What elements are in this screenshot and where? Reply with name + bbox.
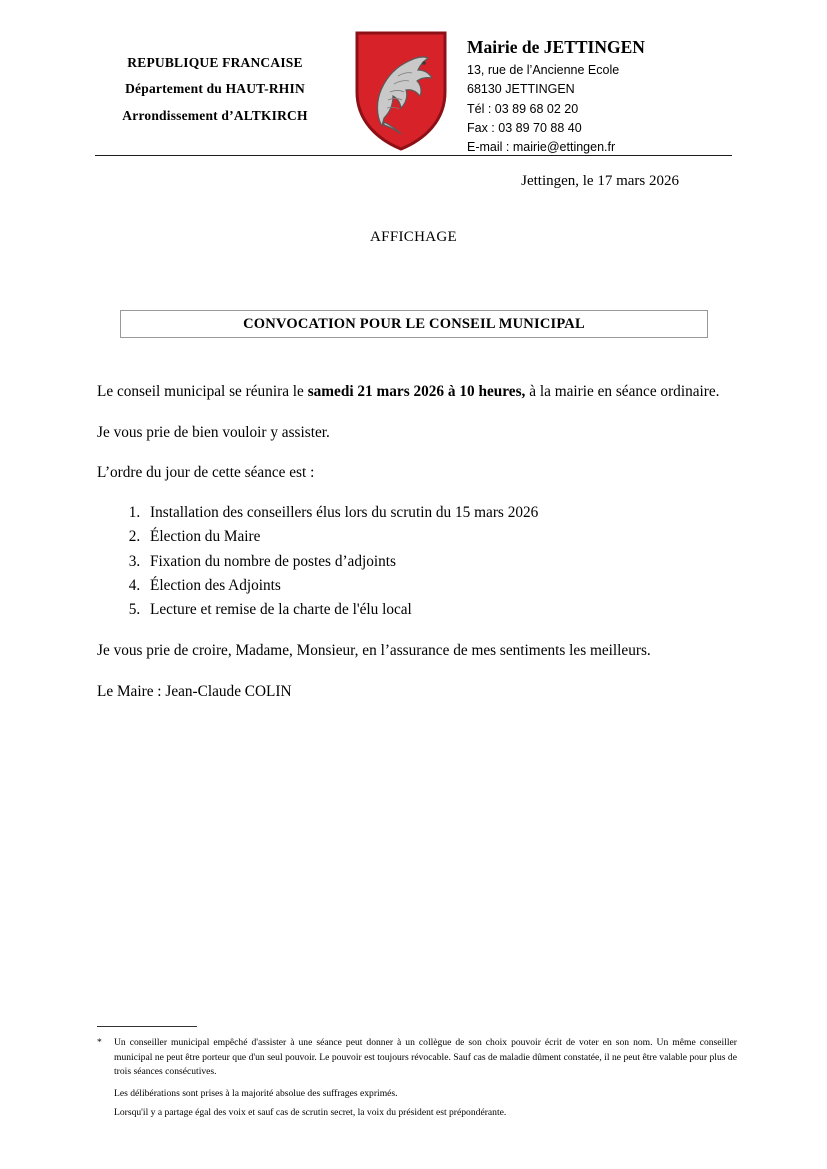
mairie-phone: Tél : 03 89 68 02 20	[467, 101, 579, 116]
intro-text-after: à la mairie en séance ordinaire.	[525, 383, 720, 400]
mairie-city: 68130 JETTINGEN	[467, 82, 575, 97]
letterhead-right-block	[467, 28, 732, 158]
footnote-mark: *	[97, 1037, 102, 1048]
coat-of-arms-icon	[351, 28, 451, 152]
arrondissement-line: Arrondissement d’ALTKIRCH	[122, 107, 308, 123]
page-title: CONVOCATION POUR LE CONSEIL MUNICIPAL	[243, 315, 585, 332]
signature-line: Le Maire : Jean-Claude COLIN	[97, 683, 292, 701]
mairie-name: Mairie de JETTINGEN	[467, 37, 645, 57]
footnote-main-text: Un conseiller municipal empêché d'assister à une séance peut donner à un collègue de son choix pouvoir écrit de voter en son nom. Un même conseiller municipal ne peut être porteur que d'un seul pouvoir. Le pouvoir est toujours révocable. Sauf cas de maladie dûment constatée, il ne peut être valable pour plus de trois séances consécutives.	[114, 1037, 737, 1078]
document-body	[97, 381, 732, 722]
list-item: 2. Élection du Maire	[144, 525, 732, 548]
footnotes	[97, 1036, 737, 1126]
republic-line: REPUBLIQUE FRANCAISE	[127, 55, 303, 70]
header-divider	[95, 155, 732, 156]
mairie-address: 13, rue de l’Ancienne Ecole	[467, 62, 620, 77]
department-line: Département du HAUT-RHIN	[125, 81, 305, 97]
mairie-email: E-mail : mairie@ettingen.fr	[467, 140, 616, 155]
agenda-lead: L’ordre du jour de cette séance est :	[97, 464, 315, 482]
agenda-list	[97, 501, 732, 621]
date-line: Jettingen, le 17 mars 2026	[521, 173, 679, 189]
letterhead	[95, 28, 732, 156]
list-item: 4. Élection des Adjoints	[144, 574, 732, 597]
title-box	[120, 310, 708, 338]
footnote-third-text: Lorsqu'il y a partage égal des voix et sauf cas de scrutin secret, la voix du président est prépondérante.	[114, 1107, 507, 1119]
mairie-fax: Fax : 03 89 70 88 40	[467, 120, 582, 135]
list-item: 5. Lecture et remise de la charte de l'élu local	[144, 598, 732, 621]
closing-paragraph: Je vous prie de croire, Madame, Monsieur, en l’assurance de mes sentiments les meilleurs.	[97, 642, 651, 660]
intro-text-before: Le conseil municipal se réunira le	[97, 383, 308, 400]
attendance-request: Je vous prie de bien vouloir y assister.	[97, 423, 330, 441]
footnote-main	[97, 1036, 737, 1080]
list-item: 1. Installation des conseillers élus lors du scrutin du 15 mars 2026	[144, 501, 732, 524]
intro-paragraph	[97, 381, 732, 403]
posting-label: AFFICHAGE	[370, 229, 457, 245]
list-item: 3. Fixation du nombre de postes d’adjoints	[144, 550, 732, 573]
footnote-second-text: Les délibérations sont prises à la majorité absolue des suffrages exprimés.	[114, 1087, 398, 1099]
meeting-datetime: samedi 21 mars 2026 à 10 heures,	[307, 383, 526, 400]
footnote-divider	[97, 1026, 197, 1027]
letterhead-left-block	[95, 28, 335, 129]
